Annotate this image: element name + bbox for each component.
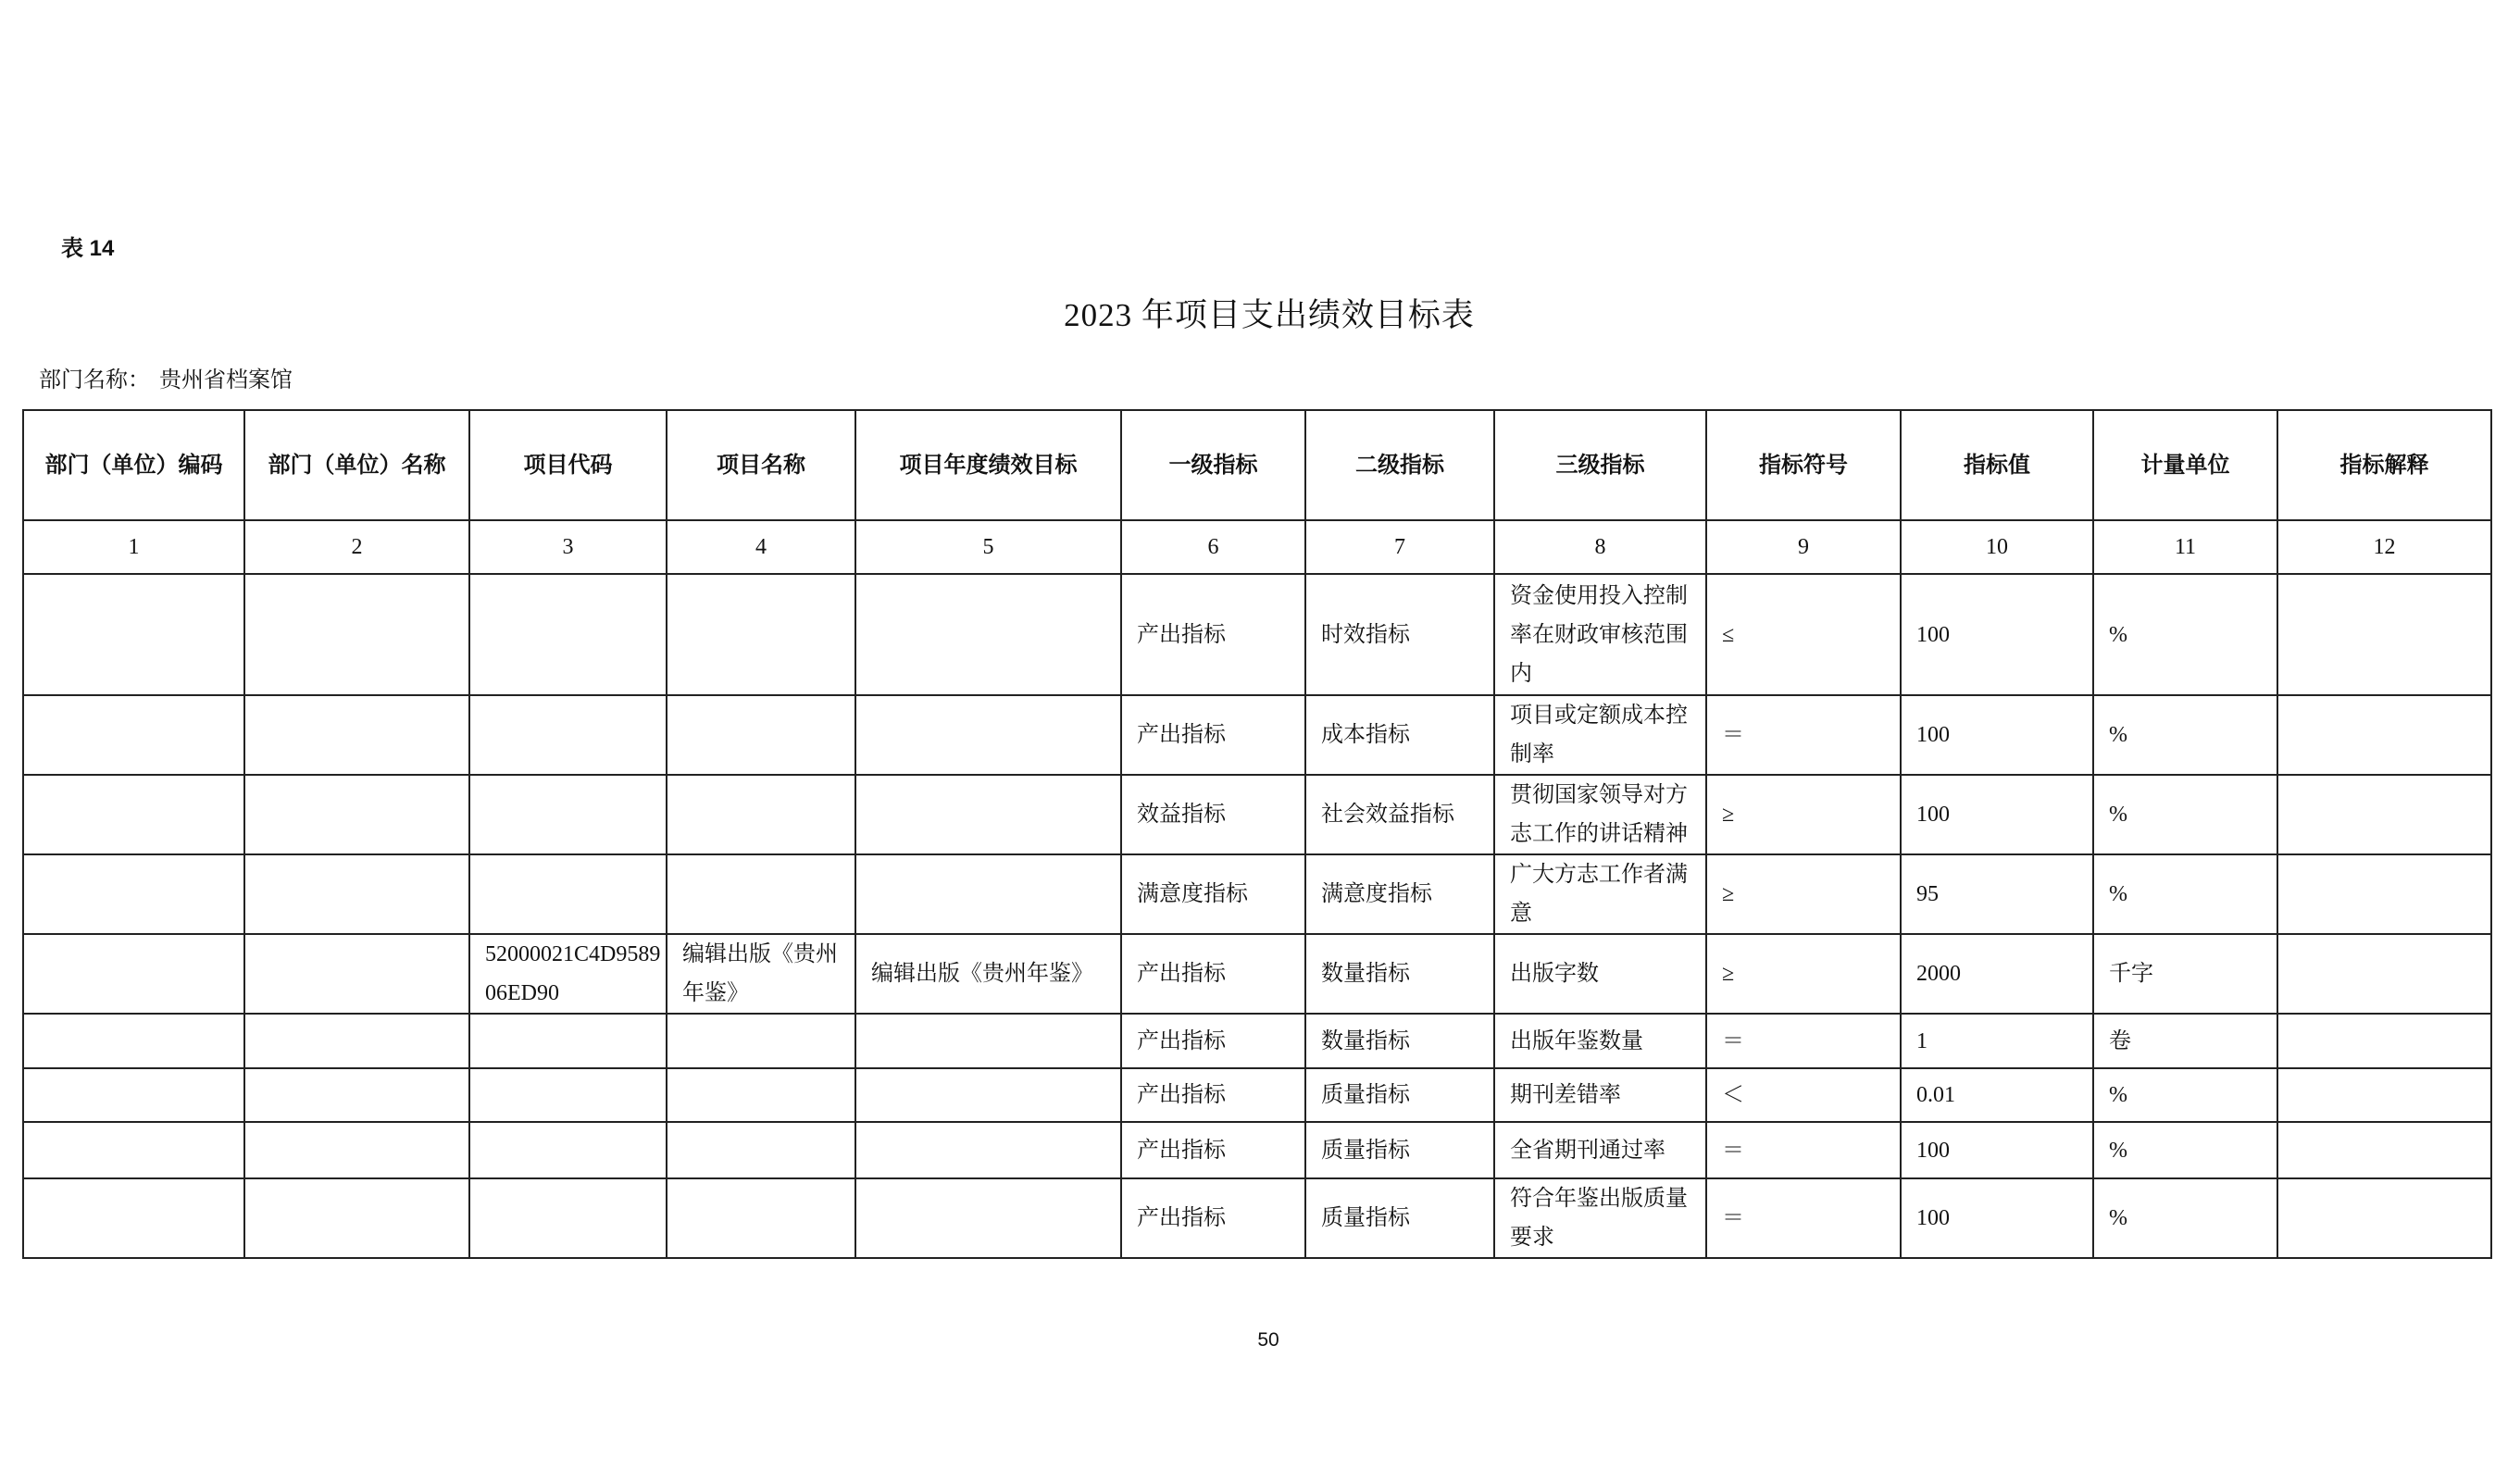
- cell-explanation: [2277, 695, 2491, 775]
- cell-project-code: [469, 1122, 667, 1178]
- cell-unit: %: [2093, 1122, 2277, 1178]
- cell-unit: %: [2093, 695, 2277, 775]
- cell-level1: 满意度指标: [1121, 854, 1305, 934]
- cell-explanation: [2277, 854, 2491, 934]
- cell-project-name: 编辑出版《贵州年鉴》: [667, 934, 855, 1014]
- cell-project-code: [469, 574, 667, 695]
- column-index: 10: [1901, 520, 2093, 574]
- cell-level1: 产出指标: [1121, 1178, 1305, 1258]
- cell-level1: 产出指标: [1121, 695, 1305, 775]
- performance-target-table: [22, 409, 2492, 1259]
- cell-dept-code: [23, 934, 244, 1014]
- department-label: 部门名称：: [39, 368, 150, 392]
- cell-project-name: [667, 695, 855, 775]
- cell-annual-goal: 编辑出版《贵州年鉴》: [855, 934, 1121, 1014]
- cell-value: 100: [1901, 695, 2093, 775]
- cell-dept-name: [244, 1068, 469, 1122]
- cell-symbol: ＝: [1706, 1014, 1901, 1068]
- table-number: 表 14: [61, 236, 115, 261]
- header-project-name: 项目名称: [667, 410, 855, 520]
- cell-symbol: ≥: [1706, 775, 1901, 854]
- cell-annual-goal: [855, 1178, 1121, 1258]
- cell-project-name: [667, 1014, 855, 1068]
- cell-level3: 出版年鉴数量: [1494, 1014, 1706, 1068]
- cell-level2: 数量指标: [1305, 1014, 1494, 1068]
- column-index: 6: [1121, 520, 1305, 574]
- cell-dept-code: [23, 1122, 244, 1178]
- table-row: [23, 854, 2491, 934]
- cell-symbol: ≤: [1706, 574, 1901, 695]
- cell-level2: 质量指标: [1305, 1178, 1494, 1258]
- table-row: [23, 1122, 2491, 1178]
- header-annual-goal: 项目年度绩效目标: [855, 410, 1121, 520]
- page-number: 50: [1257, 1329, 1279, 1351]
- cell-symbol: ＝: [1706, 695, 1901, 775]
- cell-dept-code: [23, 1068, 244, 1122]
- cell-value: 2000: [1901, 934, 2093, 1014]
- cell-dept-code: [23, 1014, 244, 1068]
- cell-explanation: [2277, 934, 2491, 1014]
- column-index-row: [23, 520, 2491, 574]
- cell-dept-name: [244, 854, 469, 934]
- cell-level2: 质量指标: [1305, 1068, 1494, 1122]
- cell-annual-goal: [855, 1014, 1121, 1068]
- cell-level2: 数量指标: [1305, 934, 1494, 1014]
- table-row: [23, 695, 2491, 775]
- cell-dept-name: [244, 1122, 469, 1178]
- cell-value: 100: [1901, 1178, 2093, 1258]
- cell-symbol: ≥: [1706, 934, 1901, 1014]
- column-index: 12: [2277, 520, 2491, 574]
- cell-explanation: [2277, 574, 2491, 695]
- document-title: 2023 年项目支出绩效目标表: [1064, 297, 1475, 333]
- table-row: [23, 775, 2491, 854]
- header-unit: 计量单位: [2093, 410, 2277, 520]
- column-index: 1: [23, 520, 244, 574]
- header-value: 指标值: [1901, 410, 2093, 520]
- cell-level1: 产出指标: [1121, 1068, 1305, 1122]
- cell-annual-goal: [855, 775, 1121, 854]
- cell-unit: %: [2093, 574, 2277, 695]
- cell-unit: %: [2093, 1068, 2277, 1122]
- cell-dept-code: [23, 775, 244, 854]
- column-index: 5: [855, 520, 1121, 574]
- cell-annual-goal: [855, 695, 1121, 775]
- header-level3: 三级指标: [1494, 410, 1706, 520]
- cell-project-name: [667, 775, 855, 854]
- department-line: [39, 367, 293, 394]
- cell-level3: 资金使用投入控制率在财政审核范围内: [1494, 574, 1706, 695]
- cell-level2: 成本指标: [1305, 695, 1494, 775]
- cell-value: 0.01: [1901, 1068, 2093, 1122]
- cell-explanation: [2277, 1178, 2491, 1258]
- cell-annual-goal: [855, 1122, 1121, 1178]
- cell-annual-goal: [855, 574, 1121, 695]
- header-explanation: 指标解释: [2277, 410, 2491, 520]
- cell-value: 1: [1901, 1014, 2093, 1068]
- column-index: 7: [1305, 520, 1494, 574]
- cell-project-code: [469, 775, 667, 854]
- cell-project-name: [667, 1068, 855, 1122]
- cell-symbol: ＜: [1706, 1068, 1901, 1122]
- cell-project-code: [469, 695, 667, 775]
- table-row: [23, 574, 2491, 695]
- cell-symbol: ≥: [1706, 854, 1901, 934]
- cell-project-code: [469, 1178, 667, 1258]
- header-level2: 二级指标: [1305, 410, 1494, 520]
- cell-dept-name: [244, 934, 469, 1014]
- cell-value: 100: [1901, 1122, 2093, 1178]
- cell-symbol: ＝: [1706, 1122, 1901, 1178]
- cell-annual-goal: [855, 854, 1121, 934]
- cell-level1: 效益指标: [1121, 775, 1305, 854]
- cell-project-name: [667, 1122, 855, 1178]
- cell-level3: 项目或定额成本控制率: [1494, 695, 1706, 775]
- cell-unit: 千字: [2093, 934, 2277, 1014]
- cell-value: 100: [1901, 775, 2093, 854]
- cell-level3: 贯彻国家领导对方志工作的讲话精神: [1494, 775, 1706, 854]
- table-header-row: [23, 410, 2491, 520]
- cell-dept-code: [23, 854, 244, 934]
- cell-explanation: [2277, 1014, 2491, 1068]
- cell-dept-name: [244, 1178, 469, 1258]
- cell-level3: 全省期刊通过率: [1494, 1122, 1706, 1178]
- cell-dept-code: [23, 695, 244, 775]
- table-row: [23, 1014, 2491, 1068]
- cell-unit: %: [2093, 854, 2277, 934]
- header-project-code: 项目代码: [469, 410, 667, 520]
- cell-explanation: [2277, 1122, 2491, 1178]
- cell-project-code: [469, 1014, 667, 1068]
- cell-dept-code: [23, 1178, 244, 1258]
- cell-dept-name: [244, 1014, 469, 1068]
- cell-project-name: [667, 854, 855, 934]
- cell-value: 95: [1901, 854, 2093, 934]
- cell-project-name: [667, 1178, 855, 1258]
- cell-level1: 产出指标: [1121, 1122, 1305, 1178]
- cell-project-code: [469, 1068, 667, 1122]
- column-index: 9: [1706, 520, 1901, 574]
- table-row: [23, 1068, 2491, 1122]
- column-index: 3: [469, 520, 667, 574]
- cell-level3: 符合年鉴出版质量要求: [1494, 1178, 1706, 1258]
- cell-dept-name: [244, 775, 469, 854]
- column-index: 11: [2093, 520, 2277, 574]
- cell-level2: 时效指标: [1305, 574, 1494, 695]
- cell-value: 100: [1901, 574, 2093, 695]
- cell-level3: 广大方志工作者满意: [1494, 854, 1706, 934]
- cell-explanation: [2277, 1068, 2491, 1122]
- department-name: 贵州省档案馆: [159, 368, 293, 392]
- cell-level2: 满意度指标: [1305, 854, 1494, 934]
- cell-level3: 期刊差错率: [1494, 1068, 1706, 1122]
- cell-level1: 产出指标: [1121, 934, 1305, 1014]
- header-symbol: 指标符号: [1706, 410, 1901, 520]
- cell-unit: 卷: [2093, 1014, 2277, 1068]
- header-level1: 一级指标: [1121, 410, 1305, 520]
- column-index: 8: [1494, 520, 1706, 574]
- cell-annual-goal: [855, 1068, 1121, 1122]
- cell-explanation: [2277, 775, 2491, 854]
- cell-level3: 出版字数: [1494, 934, 1706, 1014]
- cell-dept-name: [244, 574, 469, 695]
- cell-level1: 产出指标: [1121, 574, 1305, 695]
- cell-project-code: [469, 854, 667, 934]
- cell-level2: 质量指标: [1305, 1122, 1494, 1178]
- cell-symbol: ＝: [1706, 1178, 1901, 1258]
- header-dept-code: 部门（单位）编码: [23, 410, 244, 520]
- cell-dept-name: [244, 695, 469, 775]
- column-index: 2: [244, 520, 469, 574]
- table-row: [23, 1178, 2491, 1258]
- cell-unit: %: [2093, 1178, 2277, 1258]
- cell-level1: 产出指标: [1121, 1014, 1305, 1068]
- table-row: [23, 934, 2491, 1014]
- column-index: 4: [667, 520, 855, 574]
- cell-project-code: 52000021C4D958906ED90: [469, 934, 667, 1014]
- cell-level2: 社会效益指标: [1305, 775, 1494, 854]
- cell-project-name: [667, 574, 855, 695]
- cell-unit: %: [2093, 775, 2277, 854]
- cell-dept-code: [23, 574, 244, 695]
- header-dept-name: 部门（单位）名称: [244, 410, 469, 520]
